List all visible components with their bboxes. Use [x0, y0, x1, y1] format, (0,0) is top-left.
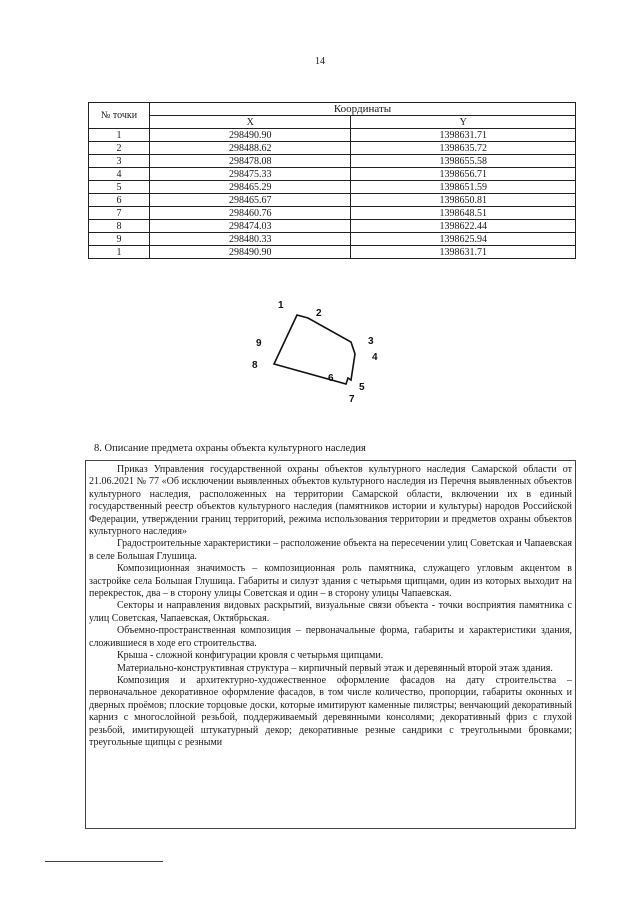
site-plan-diagram — [245, 296, 385, 408]
cell-y: 1398631.71 — [351, 246, 576, 259]
cell-point: 5 — [89, 181, 150, 194]
plan-label-6: 6 — [328, 373, 334, 384]
cell-point: 8 — [89, 220, 150, 233]
page-number: 14 — [315, 56, 325, 67]
paragraph-roof: Крыша - сложной конфигурации кровля с четырьмя щипцами. — [117, 650, 384, 662]
plan-label-2: 2 — [316, 308, 322, 319]
cell-x: 298488.62 — [150, 142, 351, 155]
paragraph-urban-planning: Градостроительные характеристики – расположение объекта на пересечении улиц Советская и Чапаевская в селе Большая Глушица. — [89, 538, 572, 562]
section-heading: 8. Описание предмета охраны объекта культурного наследия — [94, 443, 366, 454]
paragraph-material-structure: Материально-конструктивная структура – кирпичный первый этаж и деревянный второй этаж здания. — [117, 662, 553, 674]
table-subheader-row — [89, 116, 576, 129]
plan-label-1: 1 — [278, 300, 284, 311]
cell-x: 298474.03 — [150, 220, 351, 233]
cell-x: 298478.08 — [150, 155, 351, 168]
cell-point: 1 — [89, 129, 150, 142]
header-point-number: № точки — [89, 103, 150, 129]
table-row — [89, 246, 576, 259]
coordinates-rows — [89, 129, 576, 259]
table-row — [89, 194, 576, 207]
cell-y: 1398635.72 — [351, 142, 576, 155]
cell-x: 298480.33 — [150, 233, 351, 246]
cell-point: 7 — [89, 207, 150, 220]
header-y: Y — [351, 116, 576, 129]
paragraph-view-sectors: Секторы и направления видовых раскрытий, визуальные связи объекта - точки восприятия памятника с улиц Советская, Чапаевская, Октябрьская. — [89, 600, 572, 624]
header-coordinates: Координаты — [150, 103, 576, 116]
table-row — [89, 168, 576, 181]
header-x: X — [150, 116, 351, 129]
cell-point: 2 — [89, 142, 150, 155]
coordinates-table — [88, 102, 576, 259]
site-boundary-polygon — [274, 315, 355, 384]
table-row — [89, 129, 576, 142]
cell-x: 298460.76 — [150, 207, 351, 220]
table-row — [89, 181, 576, 194]
paragraph-volume-composition: Объемно-пространственная композиция – первоначальные форма, габариты и характеристики здания, сложившиеся в ходе его строительства. — [89, 625, 572, 649]
cell-point: 9 — [89, 233, 150, 246]
cell-y: 1398650.81 — [351, 194, 576, 207]
protection-subject-box — [85, 460, 576, 829]
plan-label-3: 3 — [368, 336, 374, 347]
cell-y: 1398648.51 — [351, 207, 576, 220]
table-row — [89, 155, 576, 168]
cell-point: 1 — [89, 246, 150, 259]
cell-y: 1398656.71 — [351, 168, 576, 181]
table-row — [89, 142, 576, 155]
cell-x: 298465.29 — [150, 181, 351, 194]
plan-label-5: 5 — [359, 382, 365, 393]
cell-y: 1398655.58 — [351, 155, 576, 168]
cell-y: 1398631.71 — [351, 129, 576, 142]
cell-point: 3 — [89, 155, 150, 168]
cell-x: 298465.67 — [150, 194, 351, 207]
paragraph-composition-significance: Композиционная значимость – композиционная роль памятника, служащего угловым акцентом в застройке села Большая Глушица. Габариты и силуэт здания с четырьмя щипцами, один из которых выходит на перекресток, два – в сторону улицы Советская и один – в сторону улицы Чапаевская. — [89, 563, 572, 600]
plan-label-9: 9 — [256, 338, 262, 349]
cell-x: 298490.90 — [150, 246, 351, 259]
table-header-row — [89, 103, 576, 116]
cell-x: 298490.90 — [150, 129, 351, 142]
paragraph-order: Приказ Управления государственной охраны объектов культурного наследия Самарской области от 21.06.2021 № 77 «Об исключении выявленных объектов культурного наследия из Перечня выявленных объектов культурного наследия, расположенных на территории Самарской области, включении их в единый государственный реестр объектов культурного наследия (памятников истории и культуры) народов Российской Федерации, утверждении границ территорий, режима использования территории и предметов охраны объектов культурного наследия» — [89, 464, 572, 538]
plan-label-8: 8 — [252, 360, 258, 371]
cell-point: 6 — [89, 194, 150, 207]
cell-y: 1398651.59 — [351, 181, 576, 194]
table-row — [89, 233, 576, 246]
plan-label-4: 4 — [372, 352, 378, 363]
cell-point: 4 — [89, 168, 150, 181]
plan-label-7: 7 — [349, 394, 355, 405]
cell-y: 1398622.44 — [351, 220, 576, 233]
footnote-divider — [45, 861, 163, 862]
paragraph-facades: Композиция и архитектурно-художественное оформление фасадов на дату строительства – первоначальное декоративное оформление фасадов, в том числе количество, пропорции, габариты оконных и дверных проёмов; плоские торцовые доски, которые имитируют каменные пилястры; венчающий декоративный карниз с многослойной резьбой, поддерживаемый деревянными консолями; декоративный фриз с глухой резьбой, имитирующей штукатурный декор; декоративные резные сандрики с треугольными бровками; треугольные щипцы с резными — [89, 674, 572, 748]
table-row — [89, 207, 576, 220]
cell-x: 298475.33 — [150, 168, 351, 181]
cell-y: 1398625.94 — [351, 233, 576, 246]
table-row — [89, 220, 576, 233]
